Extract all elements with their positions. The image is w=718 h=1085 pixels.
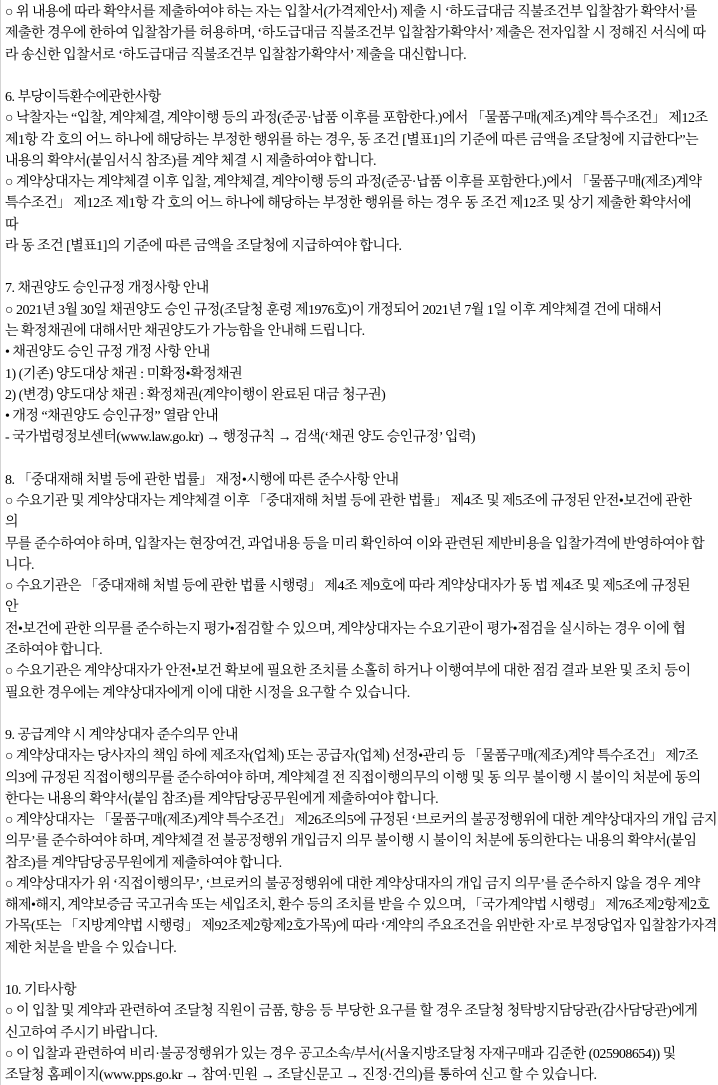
text-line: - 국가법령정보센터(www.law.go.kr) → 행정규칙 → 검색(‘채권 양도 승인규정’ 입력): [5, 430, 476, 446]
text-line: ○ 계약상대자는 「물품구매(제조)계약 특수조건」 제26조의5에 규정된 ‘브로커의 불공정행위에 대한 계약상대자의 개입 금지: [5, 813, 718, 829]
text-line: 조달청 홈페이지(www.pps.go.kr → 참여·민원 → 조달신문고 → 진정·건의)를 통하여 신고 할 수 있습니다.: [5, 1068, 597, 1084]
text-line: 내용의 확약서(붙임서식 참조)를 계약 체결 시 제출하여야 합니다.: [5, 153, 376, 169]
text-line: ○ 수요기관 및 계약상대자는 계약체결 이후 「중대재해 처벌 등에 관한 법률」 제4조 및 제5조에 규정된 안전•보건에 관한: [5, 494, 692, 510]
text-line: ○ 2021년 3월 30일 채권양도 승인 규정(조달청 훈령 제1976호)이 개정되어 2021년 7월 1일 이후 계약체결 건에 대해서: [5, 302, 662, 318]
text-line: 신고하여 주시기 바랍니다.: [5, 1025, 158, 1041]
text-line: 6. 부당이득환수에관한사항: [5, 90, 161, 106]
text-line: 7. 채권양도 승인규정 개정사항 안내: [5, 281, 209, 297]
text-line: ○ 계약상대자가 위 ‘직접이행의무’, ‘브로커의 불공정행위에 대한 계약상대자의 개입 금지 의무’를 준수하지 않을 경우 계약: [5, 876, 700, 892]
text-line: 의3에 규정된 직접이행의무를 준수하여야 하며, 계약체결 전 직접이행의무의 이행 및 동 의무 불이행 시 불이익 처분에 동의: [5, 770, 701, 786]
text-line: 니다.: [5, 557, 35, 573]
blank-line: [5, 257, 718, 278]
text-line: 9. 공급계약 시 계약상대자 준수의무 안내: [5, 728, 238, 744]
text-line: 한다는 내용의 확약서(붙임 참조)를 계약담당공무원에게 제출하여야 합니다.: [5, 791, 439, 807]
text-line: 는 확정채권에 대해서만 채권양도가 가능함을 안내해 드립니다.: [5, 323, 365, 339]
text-line: 안: [5, 600, 19, 616]
text-line: ○ 수요기관은 계약상대자가 안전•보건 확보에 필요한 조치를 소홀히 하거나 이행여부에 대한 점검 결과 보완 및 조치 등이: [5, 664, 691, 680]
text-line: 2) (변경) 양도대상 채권 : 확정채권(계약이행이 완료된 대금 청구권): [5, 387, 386, 403]
text-line: • 개정 “채권양도 승인규정” 열람 안내: [5, 409, 219, 425]
text-line: ○ 계약상대자는 계약체결 이후 입찰, 계약체결, 계약이행 등의 과정(준공·납품 이후를 포함한다.)에서 「물품구매(제조)계약: [5, 175, 702, 191]
text-line: ○ 낙찰자는 “입찰, 계약체결, 계약이행 등의 과정(준공·납품 이후를 포함한다.)에서 「물품구매(제조)계약 특수조건」 제12조: [5, 111, 708, 127]
blank-line: [5, 449, 718, 470]
text-line: 조하여야 합니다.: [5, 642, 103, 658]
text-line: 특수조건」 제12조 제1항 각 호의 어느 하나에 해당하는 부정한 행위를 하는 경우 동 조건 제12조 및 상기 제출한 확약서에: [5, 196, 692, 212]
blank-line: [5, 66, 718, 87]
text-line: 1) (기존) 양도대상 채권 : 미확정•확정채권: [5, 366, 243, 382]
text-line: 8. 「중대재해 처벌 등에 관한 법률」 재정•시행에 따른 준수사항 안내: [5, 472, 399, 488]
text-line: 전•보건에 관한 의무를 준수하는지 평가•점검할 수 있으며, 계약상대자는 수요기관이 평가•점검을 실시하는 경우 이에 협: [5, 621, 686, 637]
text-line: 제한 처분을 받을 수 있습니다.: [5, 940, 177, 956]
text-line: ○ 이 입찰과 관련하여 비리·불공정행위가 있는 경우 공고소속/부서(서울지방조달청 자재구매과 김준한 (025908654)) 및: [5, 1047, 676, 1063]
text-line: ○ 이 입찰 및 계약과 관련하여 조달청 직원이 금품, 향응 등 부당한 요구를 할 경우 조달청 청탁방지담당관(감사담당관)에게: [5, 1004, 698, 1020]
text-line: 따: [5, 217, 19, 233]
text-line: 제1항 각 호의 어느 하나에 해당하는 부정한 행위를 하는 경우, 동 조건 [별표1]의 기준에 따른 금액을 조달청에 지급한다”는: [5, 132, 699, 148]
text-line: 의: [5, 515, 19, 531]
text-line: 라 송신한 입찰서로 ‘하도급대금 직불조건부 입찰참가확약서’ 제출을 대신합니다.: [5, 47, 467, 63]
text-line: 라 동 조건 [별표1]의 기준에 따른 금액을 조달청에 지급하여야 합니다.: [5, 238, 402, 254]
text-line: 무를 준수하여야 하며, 입찰자는 현장여건, 과업내용 등을 미리 확인하여 이와 관련된 제반비용을 입찰가격에 반영하여야 합: [5, 536, 705, 552]
text-line: 해제•해지, 계약보증금 국고귀속 또는 세입조치, 환수 등의 조치를 받을 수 있으며, 「국가계약법 시행령」 제76조제2항제2호: [5, 898, 710, 914]
text-line: • 채권양도 승인 규정 개정 사항 안내: [5, 345, 210, 361]
blank-line: [5, 959, 718, 980]
blank-line: [5, 704, 718, 725]
text-line: 의무’를 준수하여야 하며, 계약체결 전 불공정행위 개입금지 의무 불이행 시 불이익 처분에 동의한다는 내용의 확약서(붙임: [5, 834, 697, 850]
text-line: ○ 수요기관은 「중대재해 처벌 등에 관한 법률 시행령」 제4조 제9호에 따라 계약상대자가 동 법 제4조 및 제5조에 규정된: [5, 579, 691, 595]
text-line: 가목(또는 「지방계약법 시행령」 제92조제2항제2호가목)에 따라 ‘계약의 주요조건을 위반한 자’로 부정당업자 입찰참가자격: [5, 919, 717, 935]
text-line: ○ 계약상대자는 당사자의 책임 하에 제조자(업체) 또는 공급자(업체) 선정•관리 등 「물품구매(제조)계약 특수조건」 제7조: [5, 749, 698, 765]
text-line: 필요한 경우에는 계약상대자에게 이에 대한 시정을 요구할 수 있습니다.: [5, 685, 410, 701]
text-line: 참조)를 계약담당공무원에게 제출하여야 합니다.: [5, 855, 282, 871]
text-line: 10. 기타사항: [5, 983, 77, 999]
text-line: ○ 위 내용에 따라 확약서를 제출하여야 하는 자는 입찰서(가격제안서) 제출 시 ‘하도급대금 직불조건부 입찰참가 확약서’를: [5, 5, 697, 20]
text-line: 제출한 경우에 한하여 입찰참가를 허용하며, ‘하도급대금 직불조건부 입찰참가확약서’ 제출은 전자입찰 시 정해진 서식에 따: [5, 26, 706, 42]
